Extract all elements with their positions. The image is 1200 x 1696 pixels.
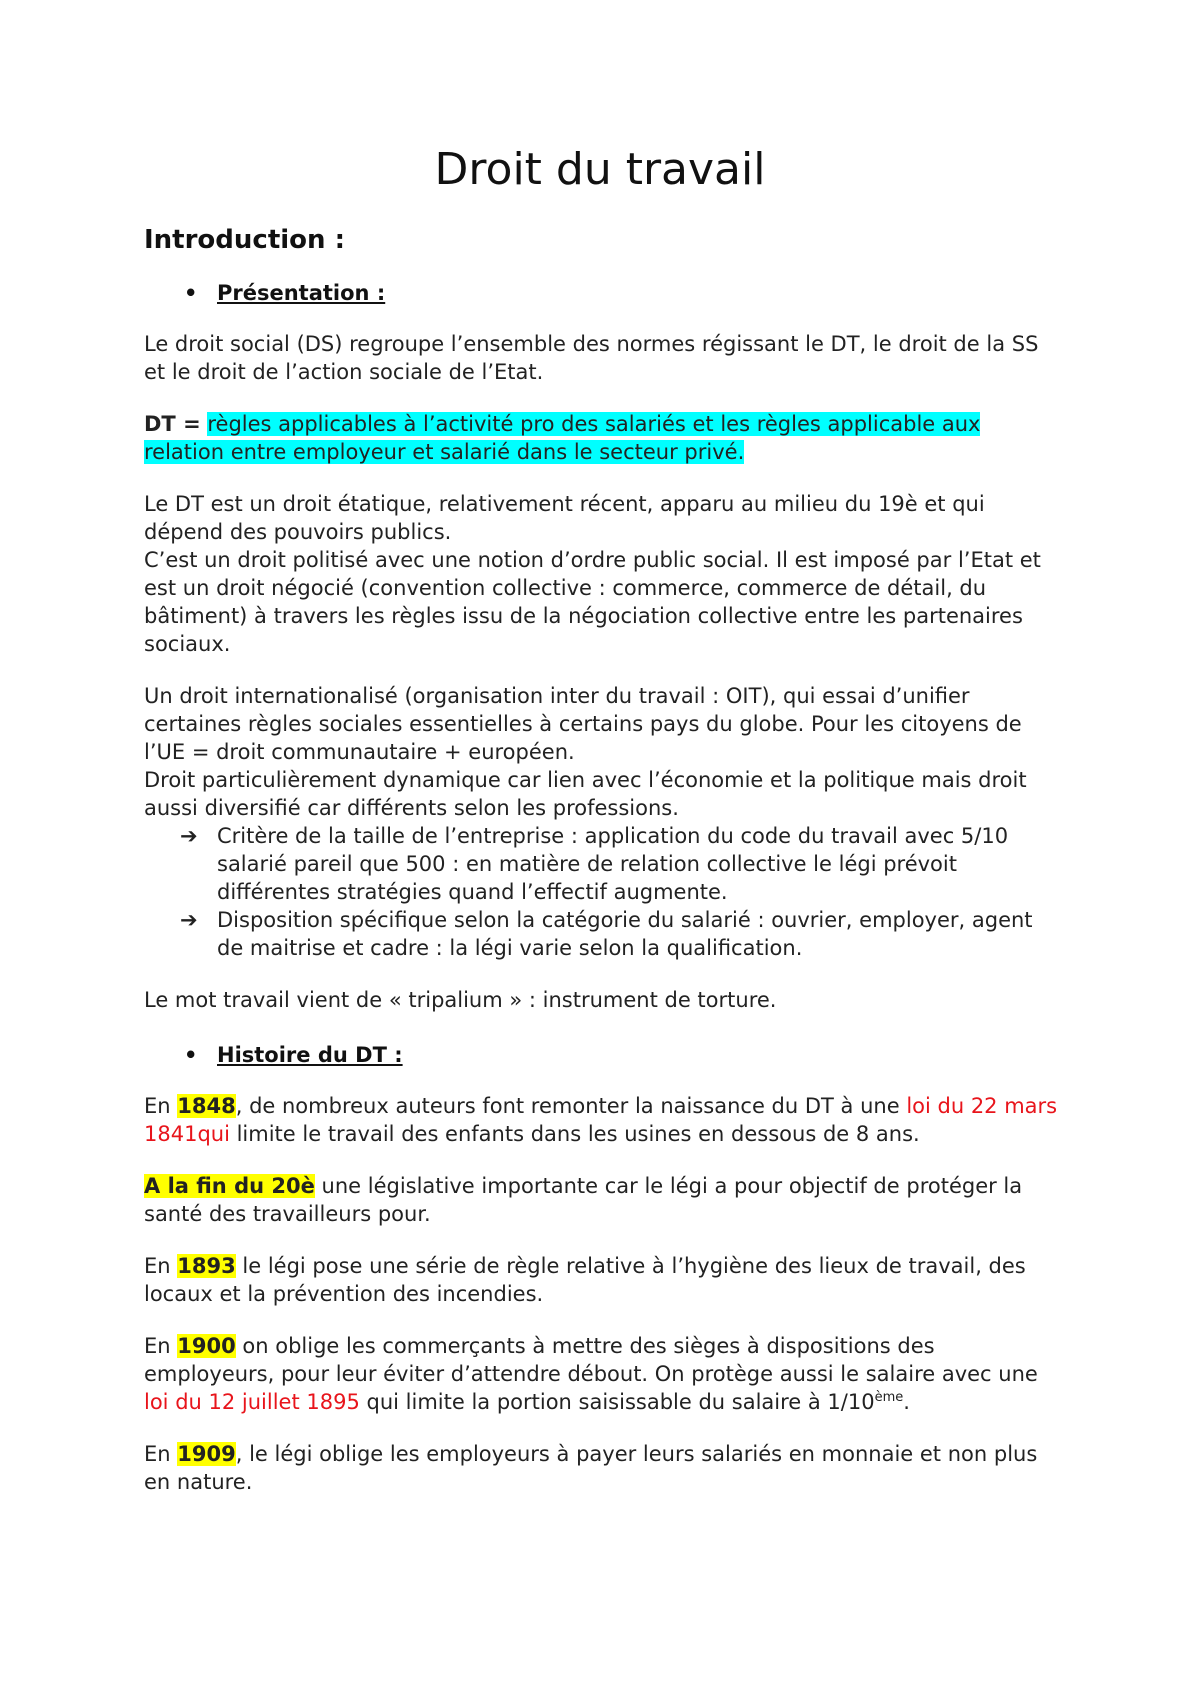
paragraph-dt-definition [144,410,1064,466]
paragraph-1848 [144,1092,1064,1148]
paragraph-1900 [144,1332,1064,1416]
law-reference: loi du 22 mars 1841qui [144,1094,1058,1146]
text-segment: le légi pose une série de règle relative à l’hygiène des lieux de travail, des locaux et la prévention des incendies. [144,1254,1026,1306]
period-highlight: A la fin du 20è [144,1174,315,1198]
paragraph-droit-dynamique: Droit particulièrement dynamique car lien avec l’économie et la politique mais droit aussi diversifié car différents selon les professions. [144,768,1027,820]
bullet-icon: • [184,1043,198,1067]
text-segment: , le légi oblige les employeurs à payer leurs salariés en monnaie et non plus en nature. [144,1442,1038,1494]
paragraph-1909 [144,1440,1064,1496]
paragraph-fin-20e [144,1172,1064,1228]
document-body [144,222,1064,1496]
presentation-heading-text: Présentation : [217,281,386,305]
paragraph-droit-internationalise: Un droit internationalisé (organisation inter du travail : OIT), qui essai d’unifier certaines règles sociales essentielles à certains pays du globe. Pour les citoyens de l’UE = droit communautaire + européen. [144,684,1022,764]
dt-definition-highlight: règles applicables à l’activité pro des salariés et les règles applicable aux relation entre employeur et salarié dans le secteur privé. [144,412,981,464]
arrow-right-icon: ➔ [180,908,198,932]
histoire-heading [144,1040,1064,1070]
text-segment: on oblige les commerçants à mettre des sièges à dispositions des employeurs, pour leur éviter d’attendre débout. On protège aussi le salaire avec une [144,1334,1038,1386]
year-highlight: 1909 [177,1442,236,1466]
law-reference: loi du 12 juillet 1895 [144,1390,360,1414]
bullet-icon: • [184,281,198,305]
superscript: ème [874,1390,904,1405]
introduction-heading: Introduction : [144,225,345,255]
paragraph-droit-etatique: Le DT est un droit étatique, relativement récent, apparu au milieu du 19è et qui dépend des pouvoirs publics. [144,492,985,544]
document-title: Droit du travail [434,144,766,195]
list-item [144,906,1064,962]
text-segment: . [903,1390,910,1414]
paragraph-tripalium: Le mot travail vient de « tripalium » : instrument de torture. [144,988,777,1012]
text-segment: limite le travail des enfants dans les usines en dessous de 8 ans. [229,1122,920,1146]
text-segment: En [144,1334,178,1358]
paragraph-droit-social: Le droit social (DS) regroupe l’ensemble des normes régissant le DT, le droit de la SS et le droit de l’action sociale de l’Etat. [144,332,1039,384]
text-segment: En [144,1094,178,1118]
list-item [144,822,1064,906]
year-highlight: 1900 [177,1334,236,1358]
text-segment: une législative importante car le légi a pour objectif de protéger la santé des travailleurs pour. [144,1174,1023,1226]
histoire-heading-text: Histoire du DT : [217,1043,403,1067]
dt-label: DT = [144,412,201,436]
text-segment: qui limite la portion saisissable du salaire à 1/10 [359,1390,875,1414]
presentation-heading [144,278,1064,308]
paragraph-1893 [144,1252,1064,1308]
list-item-text: Critère de la taille de l’entreprise : application du code du travail avec 5/10 salarié pareil que 500 : en matière de relation collective le légi prévoit différentes stratégies quand l’effectif augmente. [217,824,1009,904]
text-segment: En [144,1254,178,1278]
year-highlight: 1893 [177,1254,236,1278]
list-item-text: Disposition spécifique selon la catégorie du salarié : ouvrier, employer, agent de maitrise et cadre : la légi varie selon la qualification. [217,908,1033,960]
year-highlight: 1848 [177,1094,236,1118]
paragraph-droit-politise: C’est un droit politisé avec une notion d’ordre public social. Il est imposé par l’Etat et est un droit négocié (convention collective : commerce, commerce de détail, du bâtiment) à travers les règles issu de la négociation collective entre les partenaires sociaux. [144,548,1041,656]
text-segment: En [144,1442,178,1466]
arrow-right-icon: ➔ [180,824,198,848]
text-segment: , de nombreux auteurs font remonter la naissance du DT à une [235,1094,907,1118]
